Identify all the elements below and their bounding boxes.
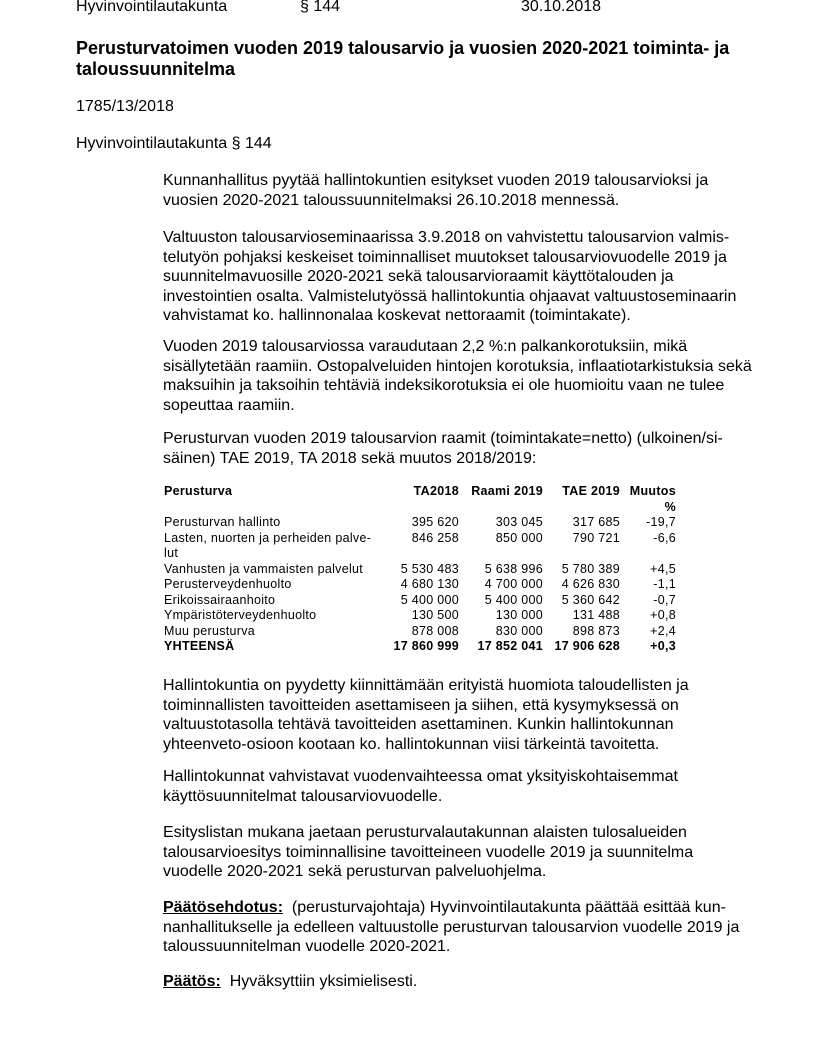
table-row: Vanhusten ja vammaisten palvelut 5 530 483 5 638 996 5 780 389 +4,5 [164,561,676,576]
paragraph-5: Hallintokuntia on pyydetty kiinnittämään erityistä huomiota taloudellisten ja toiminnallisten tavoitteiden asettamiseen ja siihen, että kysymyksessä on valtuustotasolla tehtävä tavoitteiden asettaminen. Kunkin hallintokunnan yhteenveto-osioon kootaan ko. hallintokunnan viisi tärkeintä tavoitetta. [163,677,689,753]
paragraph-4: Perusturvan vuoden 2019 talousarvion raamit (toimintakate=netto) (ulkoinen/sisäinen) TAE 2019, TA 2018 sekä muutos 2018/2019: [163,430,723,467]
table-row: Erikoissairaanhoito 5 400 000 5 400 000 5 360 642 -0,7 [164,592,676,607]
table-total-row: YHTEENSÄ 17 860 999 17 852 041 17 906 628 +0,3 [164,639,676,653]
paragraph-6: Hallintokunnat vahvistavat vuodenvaihteessa omat yksityiskohtaisemmat käyttösuunnitelmat talousarviovuodelle. [163,768,678,805]
header-committee: Hyvinvointilautakunta [76,0,228,15]
proposal-paragraph [163,898,753,957]
table-header-row [164,484,676,515]
table-row: Lasten, nuorten ja perheiden palvelut 846 258 850 000 790 721 -6,6 [164,530,676,560]
header-tae-2019: TAE 2019 [562,484,620,498]
proposal-label: Päätösehdotus: [163,899,284,916]
decision-paragraph [163,972,753,992]
paragraph-1: Kunnanhallitus pyytää hallintokuntien esitykset vuoden 2019 talousarvioksi ja vuosien 2020-2021 taloussuunnitelmaksi 26.10.2018 mennessä. [163,172,709,209]
document-title: Perusturvatoimen vuoden 2019 talousarvio ja vuosien 2020-2021 toiminta- ja taloussuunnitelma [76,38,730,79]
paragraph-7: Esityslistan mukana jaetaan perusturvalautakunnan alaisten tulosalueiden talousarvioesitys toiminnallisine tavoitteineen vuodelle 2019 ja suunnitelma vuodelle 2020-2021 sekä perusturvan palveluohjelma. [163,824,694,880]
decision-text: Hyväksyttiin yksimielisesti. [229,973,418,990]
decision-label: Päätös: [163,973,221,990]
table-row: Perusterveydenhuolto 4 680 130 4 700 000 4 626 830 -1,1 [164,577,676,591]
header-date: 30.10.2018 [521,0,602,15]
budget-table [164,484,676,655]
header-ta2018: TA2018 [413,484,459,498]
header-muutos: Muutos % [629,484,676,514]
header-raami-2019: Raami 2019 [471,484,543,498]
paragraph-2: Valtuuston talousarvioseminaarissa 3.9.2018 on vahvistettu talousarvion valmistelutyön pohjaksi keskeiset toiminnalliset muutokset talousarviovuodelle 2019 ja suunnitelmavuosille 2020-2021 sekä talousarvioraamit käyttötalouden ja investointien osalta. Valmistelutyössä hallintokuntia ohjaavat valtuustoseminaarin vahvistamat ko. hallinnonalaa koskevat nettoraamit (toimintakate). [163,229,737,324]
table-row: Muu perusturva 878 008 830 000 898 873 +2,4 [164,623,676,638]
diary-number: 1785/13/2018 [76,98,174,115]
header-perusturva: Perusturva [164,484,233,498]
header-section: § 144 [300,0,341,15]
proposal-text: (perusturvajohtaja) Hyvinvointilautakunta päättää esittää kunnanhallitukselle ja edelleen valtuustolle perusturvan talousarvion vuodelle 2019 ja taloussuunnitelman vuodelle 2020-2021. [163,899,740,955]
table-row: Ympäristöterveydenhuolto 130 500 130 000 131 488 +0,8 [164,608,676,622]
paragraph-3: Vuoden 2019 talousarviossa varaudutaan 2,2 %:n palkankorotuksiin, mikä sisällytetään raamiin. Ostopalveluiden hintojen korotuksia, inflaatiotarkistuksia sekä maksuihin ja taksoihin tehtäviä indeksikorotuksia ei ole huomioitu vaan ne tulee sopeuttaa raamiin. [163,338,752,414]
committee-section: Hyvinvointilautakunta § 144 [76,135,272,152]
table-row: Perusturvan hallinto 395 620 303 045 317 685 -19,7 [164,515,676,529]
